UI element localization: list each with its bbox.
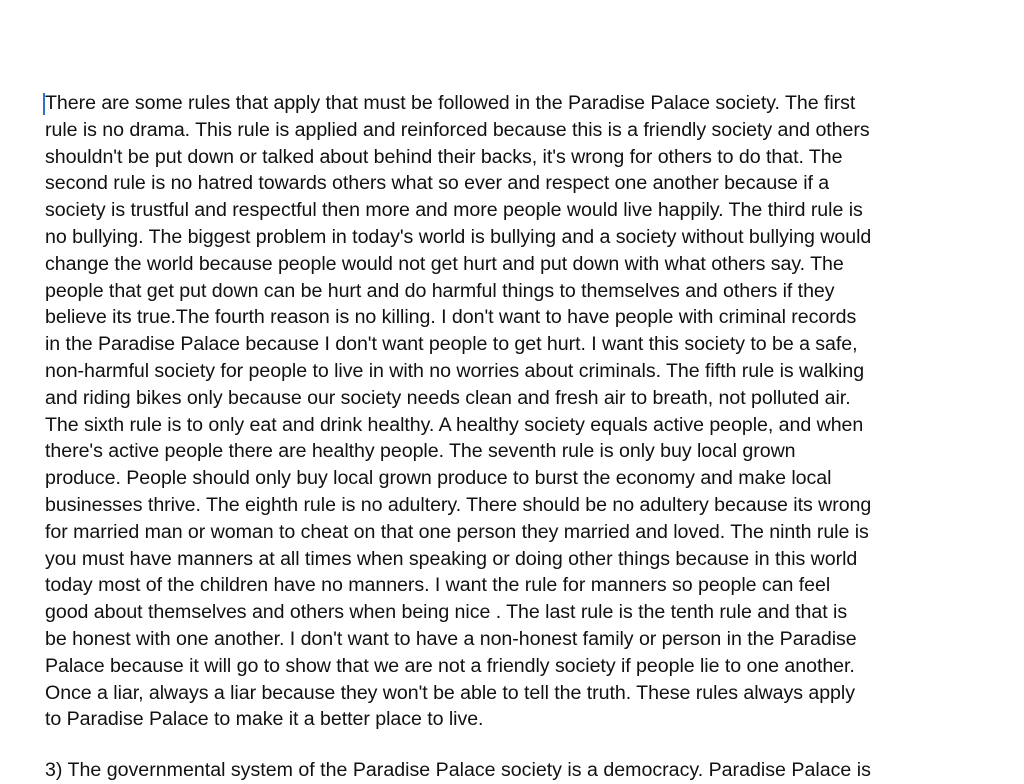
paragraph-line: today most of the children have no manners. I want the rule for manners so people can feel bbox=[45, 574, 831, 597]
paragraph-line: There are some rules that apply that must be followed in the Paradise Palace society. The first bbox=[45, 92, 856, 114]
paragraph-line: there's active people there are healthy people. The seventh rule is only buy local grown bbox=[45, 440, 796, 463]
rules-paragraph[interactable] bbox=[45, 90, 1020, 733]
paragraph-line: be honest with one another. I don't want to have a non-honest family or person in the Paradise bbox=[45, 627, 857, 650]
paragraph-line: Palace because it will go to show that we are not a friendly society if people lie to one another. bbox=[45, 654, 855, 677]
paragraph-line: to Paradise Palace to make it a better place to live. bbox=[45, 708, 484, 731]
paragraph-line: businesses thrive. The eighth rule is no adultery. There should be no adultery because its wrong bbox=[45, 493, 872, 516]
paragraph-line: no bullying. The biggest problem in today's world is bullying and a society without bullying would bbox=[45, 225, 872, 248]
paragraph-line: Once a liar, always a liar because they won't be able to tell the truth. These rules always apply bbox=[45, 681, 855, 704]
paragraph-line: and riding bikes only because our society needs clean and fresh air to breath, not polluted air. bbox=[45, 386, 851, 409]
paragraph-line: rule is no drama. This rule is applied and reinforced because this is a friendly society and others bbox=[45, 118, 870, 141]
paragraph-line: non-harmful society for people to live in with no worries about criminals. The fifth rule is walking bbox=[45, 359, 865, 382]
paragraph-line: second rule is no hatred towards others what so ever and respect one another because if a bbox=[45, 172, 830, 195]
next-paragraph-partial[interactable]: 3) The governmental system of the Paradise Palace society is a democracy. Paradise Palace is bbox=[45, 759, 871, 781]
paragraph-line: you must have manners at all times when speaking or doing other things because in this world bbox=[45, 547, 858, 570]
paragraph-line: society is trustful and respectful then more and more people would live happily. The third rule is bbox=[45, 199, 863, 222]
paragraph-line: shouldn't be put down or talked about behind their backs, it's wrong for others to do that. The bbox=[45, 145, 843, 168]
paragraph-line: The sixth rule is to only eat and drink healthy. A healthy society equals active people, and when bbox=[45, 413, 864, 436]
paragraph-line: people that get put down can be hurt and do harmful things to themselves and others if they bbox=[45, 279, 835, 302]
paragraph-line: good about themselves and others when being nice . The last rule is the tenth rule and that is bbox=[45, 601, 848, 624]
paragraph-line: believe its true.The fourth reason is no killing. I don't want to have people with criminal records bbox=[45, 306, 857, 329]
paragraph-line: produce. People should only buy local grown produce to burst the economy and make local bbox=[45, 467, 832, 490]
paragraph-line: in the Paradise Palace because I don't want people to get hurt. I want this society to be a safe, bbox=[45, 333, 858, 356]
paragraph-line: change the world because people would not get hurt and put down with what others say. The bbox=[45, 252, 844, 275]
paragraph-line: for married man or woman to cheat on that one person they married and loved. The ninth rule is bbox=[45, 520, 869, 543]
